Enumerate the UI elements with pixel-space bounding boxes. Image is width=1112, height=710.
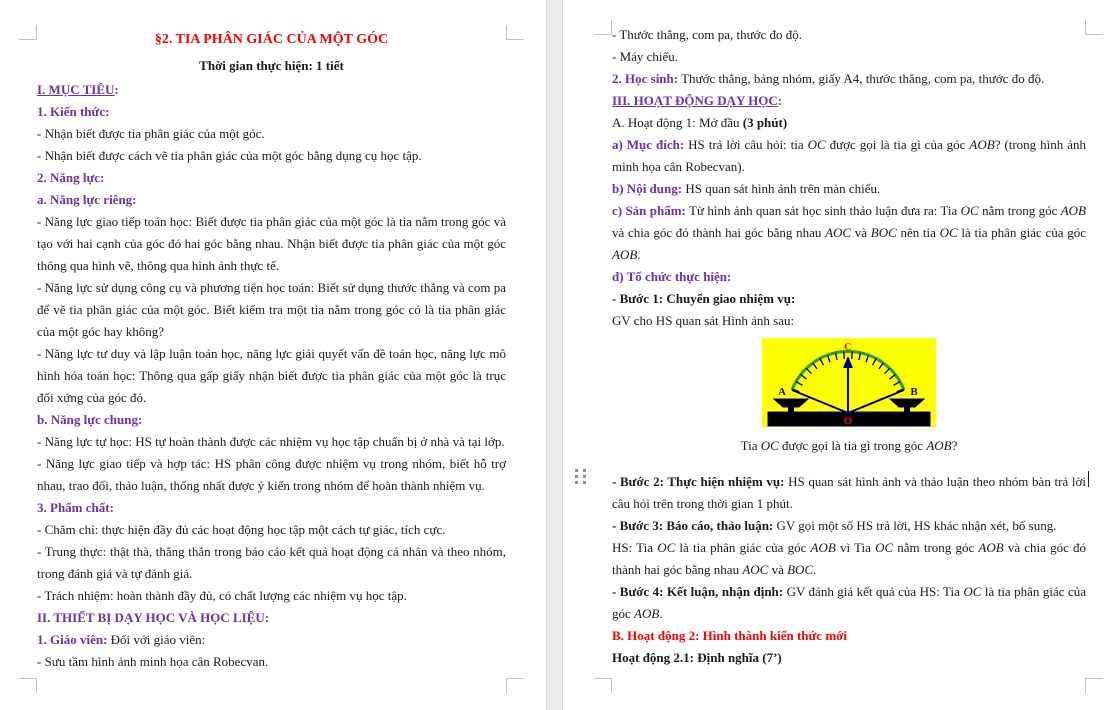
text-run: . <box>637 247 641 262</box>
page-2-text-before-figure <box>612 24 1086 332</box>
paragraph <box>37 277 506 343</box>
text-run: 3. Phẩm chất: <box>37 500 114 515</box>
text-run: Tia <box>740 438 761 453</box>
left-pan-stem <box>788 407 794 412</box>
paragraph <box>37 79 506 101</box>
text-run: 2. Học sinh: <box>612 71 679 86</box>
figure-caption <box>612 435 1086 457</box>
text-run: AOC <box>825 225 852 240</box>
text-run: AOB <box>969 137 995 152</box>
paragraph <box>612 178 1086 200</box>
text-run: . <box>813 562 817 577</box>
text-run: - Nhận biết được tia phân giác của một góc. <box>37 126 265 141</box>
paragraph <box>612 90 1086 112</box>
text-run: - Năng lực tư duy và lập luận toán học, năng lực giải quyết vấn đề toán học, năng lực mô hình hóa toán học: Thông qua gấp giấy nhận biết được tia phân giác của một góc là trục đối xứng của góc đó. <box>37 346 506 405</box>
text-run: được gọi là tia gì của góc <box>825 137 970 152</box>
paragraph <box>612 134 1086 178</box>
text-run: nên tia <box>896 225 940 240</box>
paragraph <box>37 453 506 497</box>
text-run: OC <box>960 203 979 218</box>
text-run: ? <box>951 438 958 453</box>
text-run: AOB <box>978 540 1004 555</box>
paragraph <box>37 497 506 519</box>
label-C: C <box>844 341 852 353</box>
paragraph <box>612 310 1086 332</box>
text-run: và chia góc đó thành hai góc bằng nhau <box>612 225 826 240</box>
text-run: và <box>851 225 871 240</box>
paragraph <box>37 211 506 277</box>
text-run: ? (trong hình ảnh minh họa cân Robecvan). <box>612 137 1086 174</box>
text-run: I. MỤC TIÊU <box>37 82 115 97</box>
text-run: AOC <box>742 562 769 577</box>
text-run: III. HOẠT ĐỘNG DẠY HỌC <box>612 93 778 108</box>
text-run: c) Sản phẩm: <box>612 203 686 218</box>
text-run: AOB <box>1060 203 1086 218</box>
margin-corner-mark <box>506 678 524 693</box>
label-A: A <box>778 386 786 398</box>
text-run: nằm trong góc <box>978 203 1061 218</box>
paragraph <box>37 53 506 79</box>
text-run: - Máy chiếu. <box>612 49 679 64</box>
text-run: - Năng lực giao tiếp toán học: Biết được tia phân giác của một góc là tia nằm trong góc và tạo với hai cạnh của góc đó hai góc bằng nhau. Nhận biết được tia phân giác của một góc thông qua hình vẽ, thông qua hình ảnh thực tế. <box>37 214 506 273</box>
text-run: HS quan sát hình ảnh trên màn chiếu. <box>682 181 881 196</box>
text-run: và <box>768 562 788 577</box>
label-O: O <box>843 415 853 427</box>
text-run: OC <box>963 584 982 599</box>
paragraph <box>612 471 1086 515</box>
page-2-text-after-figure <box>612 435 1086 669</box>
text-run: AOB <box>810 540 836 555</box>
paragraph <box>612 266 1086 288</box>
text-run: và chia góc đó thành hai góc bằng nhau <box>612 540 1087 577</box>
text-run: a. Năng lực riêng: <box>37 192 137 207</box>
margin-corner-mark <box>19 25 37 40</box>
text-run: - Chăm chỉ: thực hiện đầy đủ các hoạt động học tập một cách tự giác, tích cực. <box>37 522 446 537</box>
text-run: Thời gian thực hiện: 1 tiết <box>199 58 344 73</box>
paragraph <box>37 343 506 409</box>
text-run: - Năng lực sử dụng công cụ và phương tiện học toán: Biết sử dụng thước thẳng và com pa để vẽ tia phân giác của một góc. Biết kiểm tra một tia nằm trong góc có là tia phân giác của một góc hay không? <box>37 280 506 339</box>
paragraph <box>612 625 1086 647</box>
paragraph <box>612 288 1086 310</box>
label-B: B <box>910 386 918 398</box>
text-run: : <box>114 82 119 97</box>
text-run: b) Nội dung: <box>612 181 683 196</box>
text-run: Thước thẳng, bảng nhóm, giấy A4, thước thẳng, com pa, thước đo độ. <box>678 71 1045 86</box>
paragraph <box>37 541 506 585</box>
text-run: - Năng lực tự học: HS tự hoàn thành được các nhiệm vụ học tập chuẩn bị ở nhà và tại lớp. <box>37 434 505 449</box>
text-run: a) Mục đích: <box>612 137 685 152</box>
text-run: - Bước 3: Báo cáo, thảo luận: <box>612 518 774 533</box>
paragraph <box>37 629 506 651</box>
text-run: AOB <box>634 606 660 621</box>
text-run: AOB <box>926 438 952 453</box>
margin-corner-mark <box>594 678 612 693</box>
margin-corner-mark <box>1085 678 1103 693</box>
text-run: §2. TIA PHÂN GIÁC CỦA MỘT GÓC <box>154 32 389 47</box>
paragraph <box>612 537 1086 581</box>
text-run: Đối với giáo viên: <box>107 632 206 647</box>
page-1 <box>0 0 546 710</box>
text-run: vì Tia <box>835 540 876 555</box>
paragraph <box>37 519 506 541</box>
text-run: : <box>777 93 783 108</box>
paragraph <box>612 647 1086 669</box>
text-run: - Sưu tầm hình ảnh minh họa cân Robecvan. <box>37 654 269 669</box>
page-2-text <box>612 24 1086 669</box>
text-run: - Trách nhiệm: hoàn thành đầy đủ, có chất lượng các nhiệm vụ học tập. <box>37 588 407 603</box>
text-run: GV đánh giá kết quả của HS: Tia <box>783 584 964 599</box>
right-pan-stem <box>904 407 910 412</box>
paragraph <box>612 24 1086 46</box>
text-run: OC <box>760 438 779 453</box>
paragraph <box>37 585 506 607</box>
paragraph <box>37 651 506 673</box>
margin-corner-mark <box>506 25 524 40</box>
text-run: được gọi là tia gì trong góc <box>778 438 927 453</box>
paragraph <box>37 123 506 145</box>
text-run: Hoạt động 2.1: Định nghĩa (7’) <box>612 650 782 665</box>
text-run: HS trả lời câu hỏi: tia <box>684 137 808 152</box>
text-run: - Năng lực giao tiếp và hợp tác: HS phân công được nhiệm vụ trong nhóm, biết hỗ trợ nhau, trao đổi, thảo luận, thống nhất được ý kiến trong nhóm để hoàn thành nhiệm vụ. <box>37 456 506 493</box>
text-run: 1. Giáo viên: <box>37 632 108 647</box>
text-run: - Bước 4: Kết luận, nhận định: <box>612 584 784 599</box>
paragraph <box>612 581 1086 625</box>
paragraph <box>612 46 1086 68</box>
text-run: OC <box>657 540 676 555</box>
margin-corner-mark <box>1085 20 1103 35</box>
text-run: AOB <box>612 247 638 262</box>
text-run: . <box>659 606 663 621</box>
text-run: 1. Kiến thức: <box>37 104 110 119</box>
text-run: b. Năng lực chung: <box>37 412 143 427</box>
text-run: GV cho HS quan sát Hình ảnh sau: <box>612 313 795 328</box>
text-run: nằm trong góc <box>893 540 979 555</box>
paragraph <box>612 112 1086 134</box>
text-run: là tia phân giác của góc <box>612 584 1086 621</box>
text-run: - Bước 2: Thực hiện nhiệm vụ: <box>612 474 785 489</box>
paragraph <box>37 167 506 189</box>
text-run: OC <box>807 137 826 152</box>
text-run: B. Hoạt động 2: Hình thành kiến thức mới <box>612 628 847 643</box>
text-run: 2. Năng lực: <box>37 170 105 185</box>
text-run: - Trung thực: thật thà, thẳng thắn trong báo cáo kết quả hoạt động cá nhân và theo nhóm, trong đánh giá và tự đánh giá. <box>37 544 506 581</box>
text-run: II. THIẾT BỊ DẠY HỌC VÀ HỌC LIỆU: <box>37 610 270 625</box>
balance-scale-figure[interactable] <box>762 338 936 432</box>
text-run: BOC <box>787 562 814 577</box>
paragraph <box>37 27 506 53</box>
text-run: A. Hoạt động 1: Mở đầu <box>612 115 743 130</box>
page-2 <box>563 0 1112 710</box>
text-run: d) Tổ chức thực hiện: <box>612 269 732 284</box>
text-run: - Thước thẳng, com pa, thước đo độ. <box>612 27 803 42</box>
paragraph <box>37 189 506 211</box>
paragraph <box>37 607 506 629</box>
margin-corner-mark <box>594 20 612 35</box>
text-cursor <box>1088 471 1089 487</box>
paragraph <box>612 200 1086 266</box>
paragraph <box>37 431 506 453</box>
text-run: - Bước 1: Chuyển giao nhiệm vụ: <box>612 291 796 306</box>
text-run: OC <box>939 225 958 240</box>
text-run: là tia phân giác của góc <box>957 225 1086 240</box>
text-run: Từ hình ảnh quan sát học sinh thảo luận đưa ra: Tia <box>685 203 961 218</box>
text-run: - Nhận biết được cách vẽ tia phân giác của một góc bằng dụng cụ học tập. <box>37 148 422 163</box>
text-run: BOC <box>870 225 897 240</box>
text-run: HS: Tia <box>612 540 658 555</box>
paragraph <box>37 101 506 123</box>
text-run: (3 phút) <box>742 115 788 130</box>
text-run: là tia phân giác của góc <box>675 540 811 555</box>
paragraph <box>37 409 506 431</box>
paragraph <box>612 515 1086 537</box>
paragraph <box>37 145 506 167</box>
paragraph-drag-handle-icon[interactable] <box>575 469 589 486</box>
text-run: OC <box>875 540 894 555</box>
balance-scale-image <box>762 338 936 427</box>
margin-corner-mark <box>19 678 37 693</box>
text-run: HS quan sát hình ảnh và thảo luận theo nhóm bàn trả lời câu hỏi trên trong thời gian 1 phút. <box>612 474 1086 511</box>
page-gutter <box>546 0 563 710</box>
paragraph <box>612 68 1086 90</box>
text-run: GV gọi một số HS trả lời, HS khác nhận xét, bổ sung. <box>773 518 1057 533</box>
page-1-text <box>37 27 506 673</box>
